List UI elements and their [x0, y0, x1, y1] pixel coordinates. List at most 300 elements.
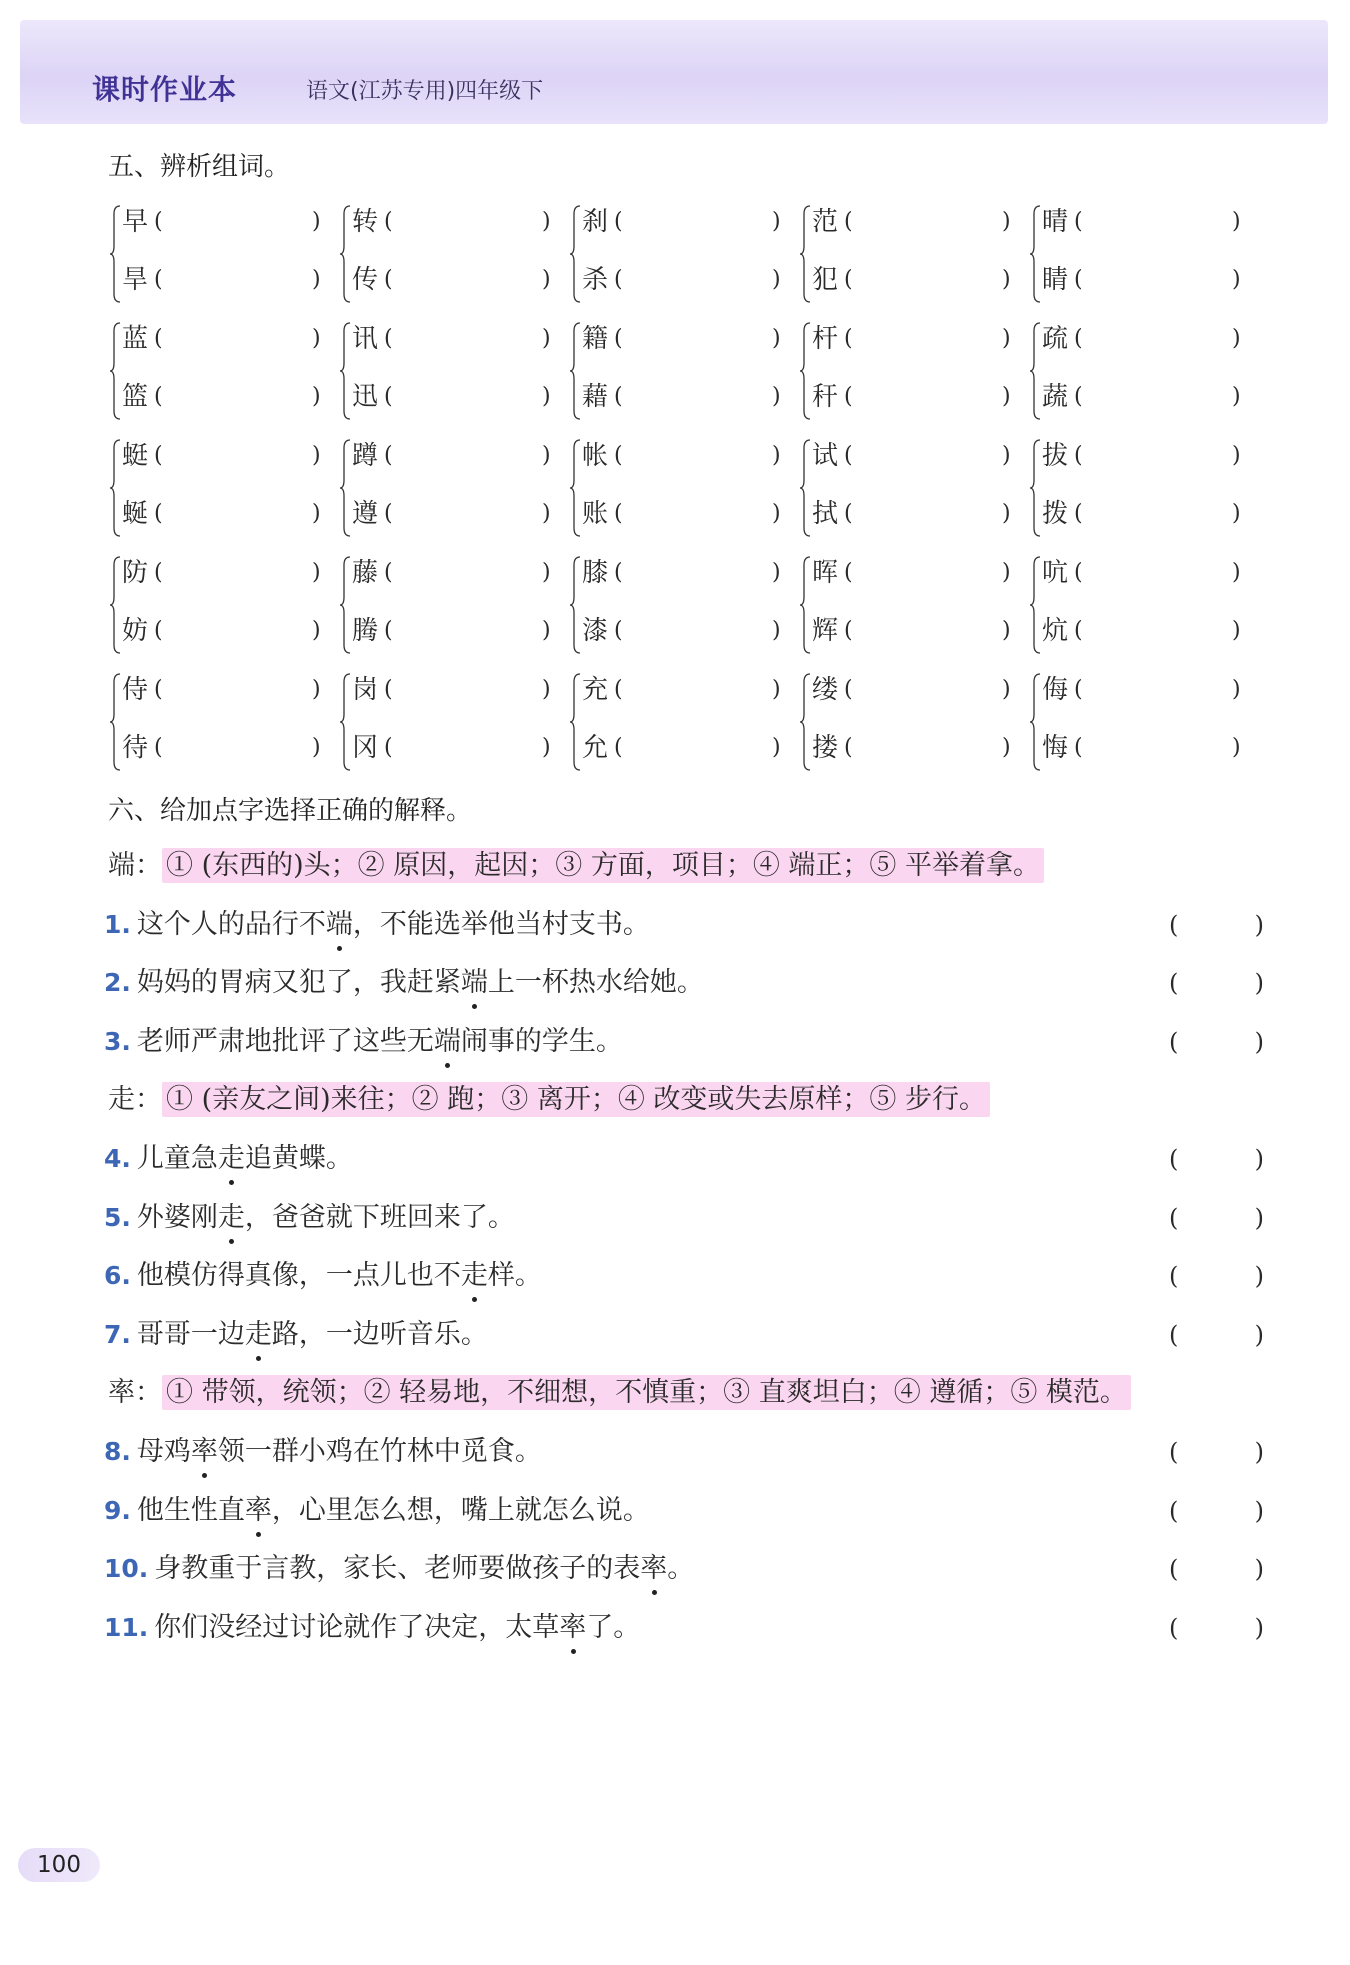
answer-paren-close: ) [772, 267, 781, 292]
brace-icon [110, 204, 122, 304]
word-character: 蜓 [122, 441, 149, 471]
word-character: 防 [122, 558, 149, 588]
answer-paren-open: ( [154, 267, 163, 292]
word-pair [570, 668, 800, 774]
word-blank-line [122, 440, 327, 472]
word-blank-line [122, 264, 327, 296]
question-line [104, 1432, 1264, 1472]
answer-paren-close: ) [772, 560, 781, 585]
word-pair [570, 317, 800, 423]
dotted-character: 率 [245, 1491, 272, 1531]
word-pair [1030, 200, 1260, 306]
word-blank-line [1042, 206, 1247, 238]
answer-paren-open: ( [1074, 267, 1083, 292]
answer-paren-close: ) [312, 677, 321, 702]
word-character: 早 [122, 207, 149, 237]
word-character: 晖 [812, 558, 839, 588]
word-character: 疏 [1042, 324, 1069, 354]
word-blank-line [352, 206, 557, 238]
answer-paren-open: ( [1169, 1496, 1179, 1525]
answer-paren-open: ( [1169, 1320, 1179, 1349]
answer-paren-open: ( [154, 443, 163, 468]
word-character: 转 [352, 207, 379, 237]
answer-blank [1169, 905, 1264, 945]
answer-paren-close: ) [312, 443, 321, 468]
word-blank-line [352, 381, 557, 413]
book-title: 课时作业本 [92, 73, 238, 106]
word-character: 妨 [122, 616, 149, 646]
word-blank-line [812, 264, 1017, 296]
question-text: 外婆刚 [136, 1201, 218, 1233]
word-pair [1030, 434, 1260, 540]
answer-paren-close: ) [1002, 501, 1011, 526]
answer-paren-open: ( [1074, 501, 1083, 526]
answer-paren-open: ( [1074, 677, 1083, 702]
question-text: 你们没经过讨论就作了决定，太草 [154, 1611, 560, 1643]
word-pair [800, 551, 1030, 657]
answer-paren-open: ( [614, 735, 623, 760]
dotted-character: 端 [326, 905, 353, 945]
word-blank-line [582, 381, 787, 413]
definition-options: ① (东西的)头；② 原因，起因；③ 方面，项目；④ 端正；⑤ 平举着拿。 [162, 848, 1044, 883]
word-blank-line [1042, 557, 1247, 589]
brace-icon [1030, 204, 1042, 304]
question-text: ，爸爸就下班回来了。 [244, 1201, 515, 1233]
definition-line [108, 1373, 1131, 1413]
word-pair [1030, 317, 1260, 423]
word-character: 漆 [582, 616, 609, 646]
question-number: 2. [104, 968, 131, 998]
question-text: ，心里怎么想，嘴上就怎么说。 [271, 1494, 650, 1526]
question-line [104, 1256, 1264, 1296]
answer-paren-open: ( [154, 384, 163, 409]
word-blank-line [352, 498, 557, 530]
dotted-character: 走 [218, 1198, 245, 1238]
word-character: 缕 [812, 675, 839, 705]
brace-icon [570, 321, 582, 421]
brace-icon [110, 438, 122, 538]
answer-paren-close: ) [1254, 1320, 1264, 1349]
definition-label: 率： [108, 1377, 162, 1409]
word-character: 杆 [812, 324, 839, 354]
brace-icon [110, 555, 122, 655]
question-text: 样。 [487, 1260, 542, 1292]
answer-paren-open: ( [844, 677, 853, 702]
word-pair [570, 434, 800, 540]
answer-blank [1169, 1198, 1264, 1238]
answer-paren-open: ( [1169, 1555, 1179, 1584]
dotted-character: 走 [245, 1315, 272, 1355]
answer-paren-close: ) [312, 384, 321, 409]
answer-paren-open: ( [1074, 443, 1083, 468]
dotted-character: 率 [559, 1608, 586, 1648]
dotted-character: 率 [191, 1432, 218, 1472]
question-text: 闹事的学生。 [460, 1025, 623, 1057]
brace-icon [1030, 672, 1042, 772]
word-character: 睛 [1042, 265, 1069, 295]
word-character: 犯 [812, 265, 839, 295]
word-blank-line [1042, 674, 1247, 706]
answer-paren-open: ( [384, 560, 393, 585]
word-character: 待 [122, 733, 149, 763]
brace-icon [570, 438, 582, 538]
word-pair [340, 200, 570, 306]
word-blank-line [1042, 498, 1247, 530]
word-character: 藉 [582, 382, 609, 412]
answer-paren-close: ) [1254, 1555, 1264, 1584]
answer-paren-close: ) [1254, 969, 1264, 998]
section-5-title: 五、辨析组词。 [108, 152, 291, 182]
answer-paren-close: ) [312, 326, 321, 351]
word-pair [110, 317, 340, 423]
definition-line [108, 1080, 990, 1120]
answer-paren-open: ( [384, 443, 393, 468]
word-blank-line [582, 323, 787, 355]
word-pair [800, 200, 1030, 306]
answer-paren-open: ( [384, 501, 393, 526]
word-character: 充 [582, 675, 609, 705]
definition-label: 端： [108, 850, 162, 881]
answer-paren-open: ( [1169, 1613, 1179, 1642]
answer-paren-close: ) [1002, 326, 1011, 351]
answer-paren-open: ( [384, 267, 393, 292]
word-character: 藤 [352, 558, 379, 588]
question-text: 他模仿得真像，一点儿也不 [136, 1260, 461, 1292]
answer-paren-open: ( [1169, 969, 1179, 998]
question-line [104, 963, 1264, 1003]
answer-paren-close: ) [1232, 618, 1241, 643]
word-character: 腾 [352, 616, 379, 646]
question-text: 。 [667, 1553, 695, 1585]
answer-paren-close: ) [1254, 910, 1264, 939]
word-blank-line [352, 674, 557, 706]
word-blank-line [812, 674, 1017, 706]
answer-paren-open: ( [384, 384, 393, 409]
word-character: 吭 [1042, 558, 1069, 588]
word-character: 岗 [352, 675, 379, 705]
word-character: 冈 [352, 733, 379, 763]
word-pair [570, 551, 800, 657]
word-blank-line [122, 557, 327, 589]
word-character: 范 [812, 207, 839, 237]
question-number: 11. [104, 1612, 149, 1642]
question-text: ，不能选举他当村支书。 [352, 908, 650, 940]
brace-icon [800, 555, 812, 655]
question-text: 老师严肃地批评了这些无 [136, 1025, 434, 1057]
answer-paren-close: ) [1254, 1203, 1264, 1232]
dotted-character: 走 [461, 1256, 488, 1296]
dotted-character: 端 [461, 963, 488, 1003]
word-blank-line [812, 498, 1017, 530]
answer-paren-close: ) [542, 560, 551, 585]
brace-icon [570, 672, 582, 772]
word-blank-line [1042, 615, 1247, 647]
question-text: 妈妈的胃病又犯了，我赶紧 [136, 967, 461, 999]
word-character: 膝 [582, 558, 609, 588]
answer-paren-close: ) [1232, 677, 1241, 702]
word-character: 侍 [122, 675, 149, 705]
question-number: 5. [104, 1202, 131, 1232]
answer-paren-open: ( [154, 501, 163, 526]
answer-paren-close: ) [1002, 443, 1011, 468]
answer-paren-open: ( [614, 326, 623, 351]
answer-paren-open: ( [844, 326, 853, 351]
question-line [104, 1549, 1264, 1589]
word-pair-grid [110, 200, 1260, 780]
book-subtitle: 语文(江苏专用)四年级下 [306, 79, 544, 104]
dotted-character: 走 [218, 1139, 245, 1179]
word-character: 试 [812, 441, 839, 471]
word-blank-line [582, 615, 787, 647]
answer-paren-close: ) [1002, 618, 1011, 643]
word-pair [800, 317, 1030, 423]
definition-options: ① (亲友之间)来往；② 跑；③ 离开；④ 改变或失去原样；⑤ 步行。 [162, 1082, 990, 1117]
word-blank-line [122, 674, 327, 706]
word-character: 允 [582, 733, 609, 763]
word-blank-line [352, 323, 557, 355]
brace-icon [340, 438, 352, 538]
word-blank-line [122, 732, 327, 764]
word-blank-line [352, 615, 557, 647]
brace-icon [1030, 321, 1042, 421]
question-number: 1. [104, 909, 131, 939]
answer-blank [1169, 1315, 1264, 1355]
question-text: 身教重于言教，家长、老师要做孩子的表 [154, 1553, 641, 1585]
question-number: 4. [104, 1144, 131, 1173]
word-character: 旱 [122, 265, 149, 295]
answer-blank [1169, 963, 1264, 1003]
answer-paren-close: ) [1254, 1438, 1264, 1466]
answer-paren-open: ( [1074, 560, 1083, 585]
definition-line [108, 846, 1044, 886]
answer-paren-close: ) [312, 267, 321, 292]
answer-paren-open: ( [844, 618, 853, 643]
brace-icon [110, 321, 122, 421]
brace-icon [110, 672, 122, 772]
definition-options: ① 带领，统领；② 轻易地，不细想，不慎重；③ 直爽坦白；④ 遵循；⑤ 模范。 [162, 1375, 1131, 1410]
word-blank-line [122, 615, 327, 647]
answer-paren-close: ) [312, 209, 321, 234]
question-text: 路，一边听音乐。 [271, 1318, 488, 1350]
answer-paren-close: ) [542, 326, 551, 351]
question-text: 母鸡 [136, 1436, 191, 1467]
word-blank-line [122, 381, 327, 413]
answer-paren-open: ( [1169, 1262, 1179, 1291]
word-pair [110, 434, 340, 540]
word-pair [800, 668, 1030, 774]
word-blank-line [1042, 323, 1247, 355]
answer-paren-open: ( [614, 443, 623, 468]
page-number: 100 [18, 1848, 100, 1882]
word-character: 蹲 [352, 441, 379, 471]
word-character: 搂 [812, 733, 839, 763]
word-blank-line [812, 323, 1017, 355]
word-character: 蜒 [122, 499, 149, 529]
answer-paren-close: ) [772, 326, 781, 351]
word-blank-line [582, 440, 787, 472]
word-pair [340, 434, 570, 540]
answer-paren-close: ) [1254, 1496, 1264, 1525]
word-blank-line [122, 206, 327, 238]
answer-paren-open: ( [614, 677, 623, 702]
word-blank-line [582, 206, 787, 238]
word-character: 晴 [1042, 207, 1069, 237]
word-blank-line [1042, 440, 1247, 472]
answer-paren-open: ( [154, 326, 163, 351]
answer-blank [1169, 1139, 1264, 1179]
word-pair [340, 551, 570, 657]
word-blank-line [812, 615, 1017, 647]
brace-icon [340, 204, 352, 304]
answer-paren-close: ) [1232, 384, 1241, 409]
brace-icon [340, 321, 352, 421]
word-character: 讯 [352, 324, 379, 354]
answer-paren-open: ( [844, 384, 853, 409]
word-blank-line [352, 440, 557, 472]
word-blank-line [812, 206, 1017, 238]
question-line [104, 1315, 1264, 1355]
word-character: 秆 [812, 382, 839, 412]
answer-paren-open: ( [844, 267, 853, 292]
answer-paren-close: ) [1232, 209, 1241, 234]
word-character: 传 [352, 265, 379, 295]
answer-paren-open: ( [614, 501, 623, 526]
answer-paren-open: ( [1169, 910, 1179, 939]
question-line [104, 905, 1264, 945]
word-character: 帐 [582, 441, 609, 471]
word-character: 杀 [582, 265, 609, 295]
answer-paren-close: ) [1002, 384, 1011, 409]
question-line [104, 1139, 1264, 1179]
question-text: 上一杯热水给她。 [487, 967, 704, 999]
answer-paren-open: ( [844, 209, 853, 234]
brace-icon [800, 204, 812, 304]
answer-paren-open: ( [614, 267, 623, 292]
word-blank-line [582, 557, 787, 589]
answer-paren-open: ( [1074, 326, 1083, 351]
answer-paren-close: ) [542, 677, 551, 702]
section-6-title: 六、给加点字选择正确的解释。 [108, 796, 473, 826]
answer-paren-close: ) [772, 501, 781, 526]
answer-blank [1169, 1491, 1264, 1531]
answer-paren-open: ( [154, 209, 163, 234]
question-text: 哥哥一边 [136, 1318, 245, 1350]
answer-paren-close: ) [1002, 560, 1011, 585]
answer-paren-open: ( [154, 677, 163, 702]
answer-paren-close: ) [1002, 267, 1011, 292]
answer-paren-open: ( [614, 618, 623, 643]
answer-paren-close: ) [1002, 677, 1011, 702]
answer-paren-close: ) [1254, 1027, 1264, 1056]
answer-paren-open: ( [1169, 1027, 1179, 1056]
question-text: 追黄蝶。 [244, 1143, 353, 1174]
answer-paren-close: ) [1002, 209, 1011, 234]
answer-paren-open: ( [1169, 1145, 1179, 1173]
answer-paren-close: ) [1232, 443, 1241, 468]
question-text: 这个人的品行不 [136, 908, 326, 940]
word-character: 遵 [352, 499, 379, 529]
word-character: 拨 [1042, 499, 1069, 529]
word-pair [110, 200, 340, 306]
answer-paren-close: ) [772, 677, 781, 702]
word-pair [110, 551, 340, 657]
brace-icon [570, 204, 582, 304]
answer-paren-open: ( [154, 735, 163, 760]
word-blank-line [122, 498, 327, 530]
word-character: 刹 [582, 207, 609, 237]
word-character: 篮 [122, 382, 149, 412]
word-character: 侮 [1042, 675, 1069, 705]
answer-paren-open: ( [1169, 1203, 1179, 1232]
word-blank-line [582, 498, 787, 530]
brace-icon [1030, 438, 1042, 538]
word-blank-line [582, 732, 787, 764]
question-number: 10. [104, 1554, 149, 1584]
answer-paren-close: ) [542, 267, 551, 292]
answer-paren-close: ) [772, 618, 781, 643]
word-pair [340, 317, 570, 423]
word-blank-line [582, 674, 787, 706]
word-blank-line [812, 732, 1017, 764]
word-blank-line [1042, 264, 1247, 296]
answer-paren-open: ( [844, 443, 853, 468]
dotted-character: 端 [434, 1022, 461, 1062]
definition-label: 走： [108, 1084, 162, 1116]
question-text: 儿童急 [136, 1143, 218, 1174]
answer-paren-open: ( [1074, 618, 1083, 643]
answer-paren-open: ( [614, 209, 623, 234]
question-line [104, 1491, 1264, 1531]
answer-paren-close: ) [312, 501, 321, 526]
answer-paren-close: ) [542, 501, 551, 526]
question-line [104, 1608, 1264, 1648]
brace-icon [800, 438, 812, 538]
word-character: 账 [582, 499, 609, 529]
word-character: 拭 [812, 499, 839, 529]
answer-paren-close: ) [772, 735, 781, 760]
dotted-character: 率 [640, 1549, 667, 1589]
answer-blank [1169, 1549, 1264, 1589]
word-blank-line [352, 557, 557, 589]
answer-paren-open: ( [154, 618, 163, 643]
word-pair [110, 668, 340, 774]
answer-paren-close: ) [542, 209, 551, 234]
answer-paren-close: ) [542, 443, 551, 468]
word-pair [800, 434, 1030, 540]
answer-paren-open: ( [614, 384, 623, 409]
word-pair [570, 200, 800, 306]
answer-paren-open: ( [1074, 384, 1083, 409]
word-blank-line [352, 264, 557, 296]
word-blank-line [352, 732, 557, 764]
brace-icon [340, 555, 352, 655]
word-character: 籍 [582, 324, 609, 354]
word-pair [1030, 551, 1260, 657]
word-character: 迅 [352, 382, 379, 412]
answer-paren-close: ) [312, 618, 321, 643]
answer-paren-close: ) [1232, 326, 1241, 351]
word-blank-line [1042, 381, 1247, 413]
word-blank-line [122, 323, 327, 355]
answer-paren-open: ( [844, 501, 853, 526]
answer-paren-close: ) [312, 560, 321, 585]
answer-blank [1169, 1022, 1264, 1062]
answer-paren-close: ) [542, 618, 551, 643]
answer-paren-close: ) [1232, 267, 1241, 292]
answer-paren-close: ) [1232, 560, 1241, 585]
word-character: 蔬 [1042, 382, 1069, 412]
word-blank-line [812, 440, 1017, 472]
